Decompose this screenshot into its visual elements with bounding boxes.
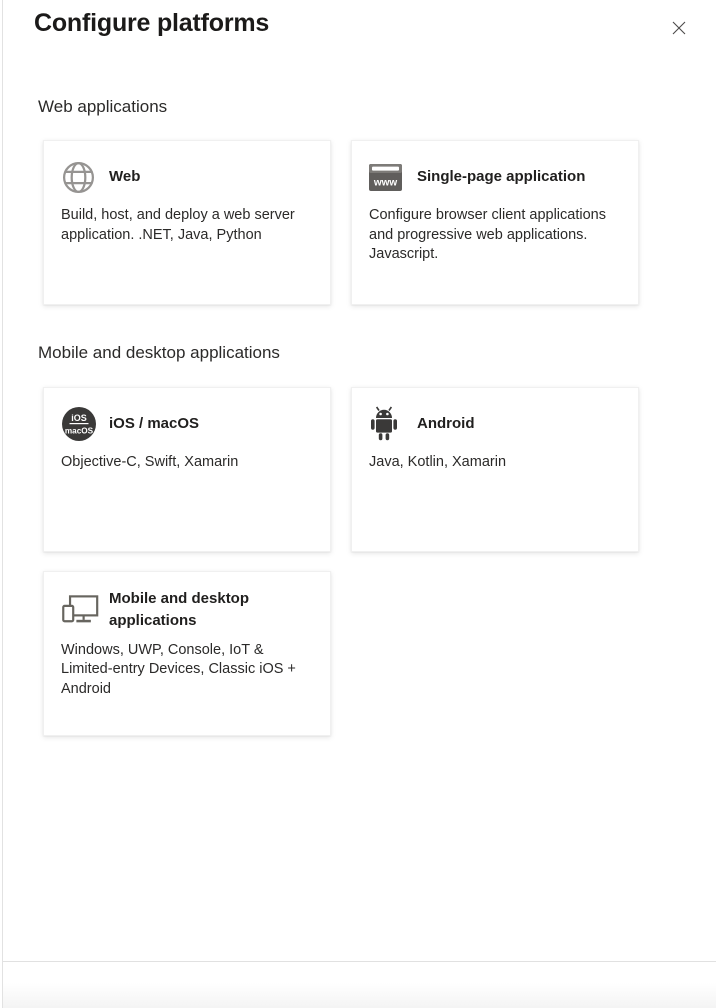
card-description: Java, Kotlin, Xamarin <box>369 454 507 470</box>
platform-card-android[interactable] <box>351 387 639 552</box>
card-description: Windows, UWP, Console, IoT & Limited-entry Devices, Classic iOS + Android <box>61 641 296 697</box>
card-title: Single-page application <box>417 168 586 186</box>
macos-label: macOS <box>64 426 94 436</box>
card-head <box>61 157 313 197</box>
card-title: Web <box>109 168 141 186</box>
close-icon <box>671 20 687 36</box>
mobile-desktop-card-row-2 <box>43 571 639 736</box>
platform-card-ios-macos[interactable] <box>43 387 331 552</box>
card-head <box>369 157 621 197</box>
card-head <box>369 404 621 444</box>
monitor-phone-icon <box>61 591 99 628</box>
close-button[interactable] <box>668 17 690 39</box>
ios-macos-icon <box>61 406 99 442</box>
card-description: Objective-C, Swift, Xamarin <box>61 454 239 470</box>
card-title: Mobile and desktop applications <box>109 590 250 629</box>
configure-platforms-panel <box>2 0 716 1008</box>
ios-label: iOS <box>71 412 87 423</box>
platform-card-web[interactable] <box>43 140 331 305</box>
android-robot-icon <box>369 404 407 444</box>
section-header-mobile-desktop: Mobile and desktop applications <box>38 343 280 362</box>
card-description: Configure browser client applications and progressive web applications. Javascript. <box>369 207 606 262</box>
web-applications-card-row <box>43 140 639 305</box>
page-title: Configure platforms <box>34 9 270 37</box>
www-label: www <box>373 177 398 188</box>
panel-footer <box>3 962 716 1008</box>
platform-card-single-page-application[interactable] <box>351 140 639 305</box>
card-title: Android <box>417 415 475 433</box>
card-head <box>61 588 313 632</box>
platform-card-mobile-desktop[interactable] <box>43 571 331 736</box>
card-title: iOS / macOS <box>109 415 200 433</box>
browser-www-icon <box>369 164 407 191</box>
card-description: Build, host, and deploy a web server application. .NET, Java, Python <box>61 207 295 243</box>
card-head <box>61 404 313 444</box>
mobile-desktop-card-row-1 <box>43 387 639 552</box>
section-header-web-applications: Web applications <box>38 97 168 116</box>
globe-icon <box>61 160 99 195</box>
